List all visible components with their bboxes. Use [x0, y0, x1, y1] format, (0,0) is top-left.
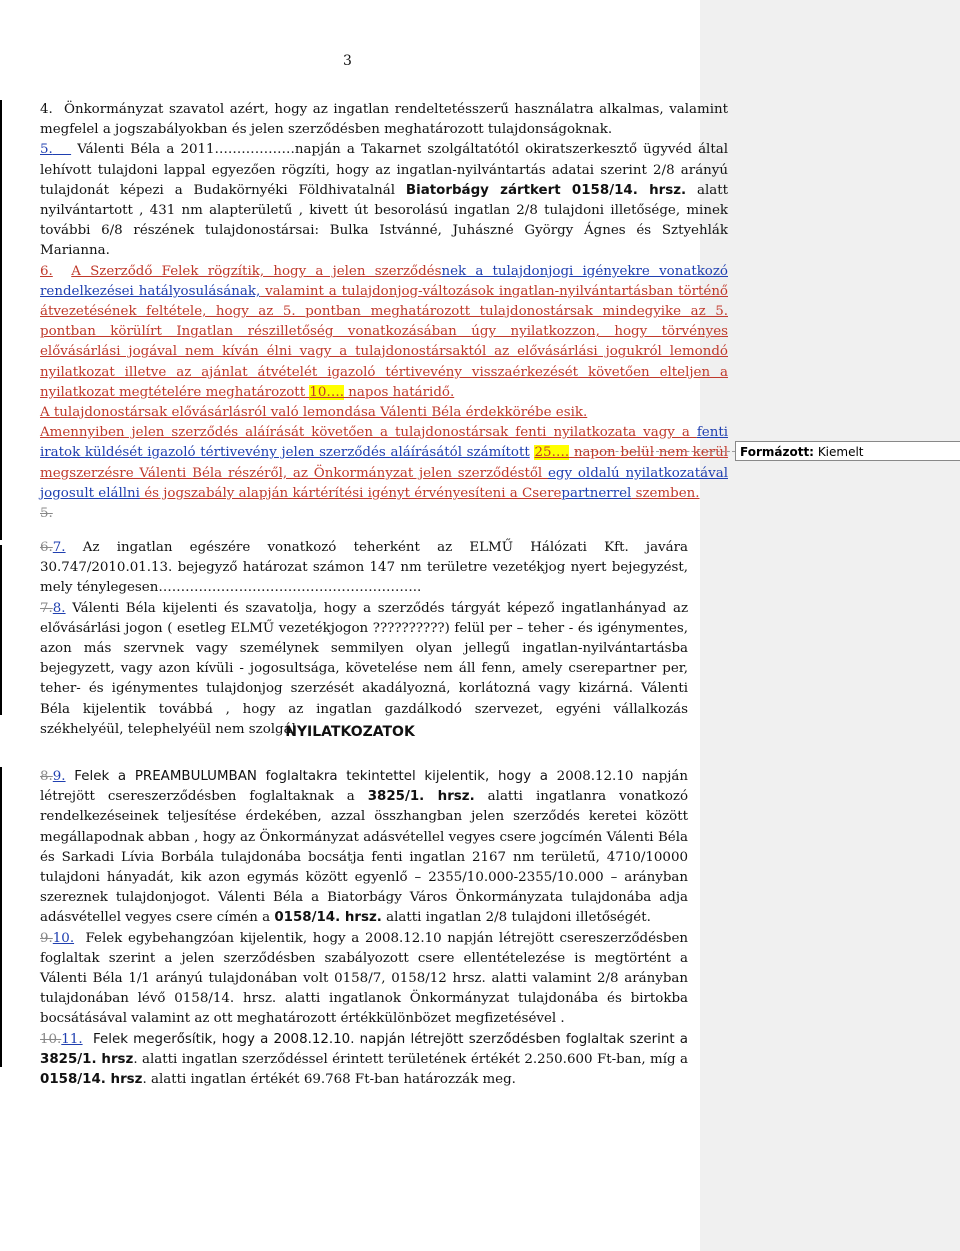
clause-text: alatt nyilvántartott , 431 nm alapterületű , kivett út besorolású ingatlan 2/8 tulajdoni illetősége, minek további 6/8 részének tulajdonostársai: Bulka Istvánné, Juhászné György Ágnes és Sztyehlák Marianna. [40, 182, 728, 259]
inserted-text: A Szerződő Felek rögzítik, hogy a jelen szerződés [71, 263, 442, 279]
highlighted-deadline: 25…. [534, 445, 570, 461]
deleted-number: 7. [40, 600, 53, 616]
property-ref: 3825/1. hrsz [40, 1051, 134, 1067]
clause-number: 4. [40, 102, 53, 117]
clauses-middle [40, 538, 688, 740]
clause-5 [40, 140, 728, 261]
inserted-text: nek a tulajdonjogi igényekre vonatkozó rendelkezései hatályosulásának, [40, 263, 728, 299]
inserted-text: valamint a tulajdonjog-változások ingatlan-nyilvántartásban történő átvezetésének feltétele, hogy az 5. pontban meghatározott tulajdonostársak mindegyike az 5. pontban körülírt Ingatlan részilletőség vonatkozásában úgy nyilatkozzon, hogy törvényes elővásárlási jogával nem kíván élni vagy a tulajdonostársaktól az elővásárlási jogukról lemondó nyilatkozat illetve az ajánlat átvételét igazoló tértivevény visszaérkezését követően elteljen a nyilatkozat megtételére meghatározott [40, 283, 728, 400]
deleted-number: 5. [40, 506, 53, 522]
inserted-text: napos határidő. [344, 384, 455, 400]
property-ref: 0158/14. hrsz [40, 1072, 143, 1088]
clause-number: 6. [40, 263, 53, 279]
clause-number: 8. [52, 600, 66, 616]
property-ref: Biatorbágy zártkert 0158/14. hrsz. [405, 182, 687, 198]
clause-4 [40, 100, 728, 140]
clause-7 [40, 538, 688, 599]
clause-text: Válenti Béla kijelenti és szavatolja, hogy a szerződés tárgyát képező ingatlanhányad az elővásárlási jogon ( esetleg ELMŰ vezetékjogon ??????????) felül per – teher - és igénymentes, azon más szervnek vagy személynek semmilyen olyan jellegű ingatlan-nyilvántartásba bejegyzett, vagy azon kívüli - jogosultsága, követelése nem áll fenn, amely cserepartner per, teher- és igénymentes tulajdonjog szerzését akadályozná, korlátozná vagy kizárná. Válenti Béla kijelentik továbbá , hogy az ingatlan gazdálkodó szervezet, egyéni vállalkozás székhelyéül, telephelyéül nem szolgál [40, 600, 688, 737]
deleted-number: 9. [40, 930, 53, 946]
clause-text: alatti ingatlanra vonatkozó rendelkezéseinek teljesítése érdekében, azzal összhangban jelen szerződés keretei között megállapodnak abban , hogy az Önkormányzat adásvétellel vegyes csere jogcímén Válenti Béla és Sarkadi Lívia Borbála tulajdonába bocsátja fenti ingatlan 2167 nm területű, 4710/10000 tulajdoni hányadát, kik azon egymás között egyenlő – 2355/10.000-2355/10.000 – arányban szereznek tulajdonjogot. Válenti Béla a Biatorbágy Város Önkormányzata tulajdonába adja adásvétellel vegyes csere címén a [40, 789, 688, 926]
clause-number: 7. [52, 540, 66, 555]
clause-number: 9. [52, 769, 66, 784]
clause-5-deleted [40, 504, 728, 524]
inserted-text: Amennyiben jelen szerződés aláírását követően a tulajdonostársak fenti nyilatkozata vagy a [40, 425, 697, 441]
inserted-text: fenti iratok küldését igazoló tértivevény jelen szerződés aláírásától számított [40, 425, 728, 461]
clause-9 [40, 767, 688, 929]
inserted-text: partnerrel [561, 485, 632, 501]
inserted-text: és jogszabály alapján kártérítési igényt érvényesíteni a Csere [139, 485, 562, 501]
property-ref: 0158/14. hrsz. [274, 910, 382, 926]
clause-text: Válenti Béla a 2011………………napján a Takarnet szolgáltatótól okiratszerkesztő ügyvéd által lehívott tulajdoni lappal egyezően rögzíti, hogy az ingatlan-nyilvántartás adatai szerint 2/8 arányú tulajdonát képezi a Budakörnyéki Földhivatalnál [40, 142, 728, 198]
clause-text: alatti ingatlan 2/8 tulajdoni illetőségét. [381, 910, 651, 926]
clause-number: 10. [52, 930, 75, 946]
deleted-number: 8. [40, 769, 53, 784]
change-bar [0, 545, 2, 715]
deleted-number: 10. [40, 1031, 62, 1047]
inserted-text: szemben. [631, 485, 700, 501]
clause-text: . alatti ingatlan szerződéssel érintett területének értékét 2.250.600 Ft-ban, míg a [133, 1051, 688, 1067]
change-bar [0, 767, 2, 1067]
clause-6-inserted [40, 262, 728, 504]
clause-11 [40, 1030, 688, 1091]
comment-margin [700, 0, 960, 1251]
clause-text: Az ingatlan egészére vonatkozó teherként az ELMŰ Hálózati Kft. javára 30.747/2010.01.13. bejegyző határozat számon 147 nm területre vezetékjog nyert bejegyzést, mely ténylegesen………………………………………………….. [40, 540, 688, 596]
clause-text: 2008.12.10 napján létrejött csereszerződésben foglaltaknak a [40, 769, 688, 805]
section-heading: NYILATKOZATOK [285, 724, 415, 740]
comment-value: Kiemelt [817, 445, 864, 459]
inserted-text: napon belül nem kerül megszerzésre Válenti Béla részéről, az Önkormányzat jelen szerződéstől [40, 445, 729, 481]
page-number: 3 [343, 53, 352, 69]
format-comment-balloon[interactable] [735, 441, 960, 461]
clauses-upper [40, 100, 728, 524]
change-bar [0, 100, 2, 540]
clause-text: Felek megerősítik, hogy a 2008.12.10. napján létrejött szerződésben foglaltak szerint a [93, 1031, 688, 1047]
clause-10 [40, 929, 688, 1030]
inserted-text: A tulajdonostársak elővásárlásról való lemondása Válenti Béla érdekkörébe esik. [40, 405, 588, 421]
clause-text: Felek egybehangzóan kijelentik, hogy a 2008.12.10 napján létrejött csereszerződésben foglaltak szerint a jelen szerződésben szabályozott csere ellentételezése is megtörtént a Válenti Béla 1/1 arányú tulajdonában volt 0158/7, 0158/12 hrsz. alatti valamint 2/8 arányban tulajdonában lévő 0158/14. hrsz. alatti ingatlanok Önkormányzat tulajdonába és birtokba bocsátásával valamint az ott meghatározott értékkülönbözet megfizetésével . [40, 930, 688, 1027]
clause-number: 5. [40, 142, 53, 158]
clauses-lower [40, 767, 688, 1090]
clause-text: . alatti ingatlan értékét 69.768 Ft-ban határozzák meg. [142, 1072, 516, 1088]
clause-number: 11. [61, 1031, 83, 1047]
property-ref: 3825/1. hrsz. [367, 789, 475, 805]
deleted-number: 6. [40, 540, 53, 555]
clause-8 [40, 599, 688, 740]
highlighted-deadline: 10…. [309, 384, 345, 400]
inserted-text: egy oldalú nyilatkozatával jogosult elállni [40, 465, 728, 501]
clause-text: Önkormányzat szavatol azért, hogy az ingatlan rendeltetésszerű használatra alkalmas, valamint megfelel a jogszabályokban és jelen szerződésben meghatározott tulajdonságoknak. [40, 102, 729, 138]
comment-label: Formázott: [740, 445, 814, 459]
clause-text: Felek a PREAMBULUMBAN foglaltakra tekintettel kijelentik, hogy a [74, 769, 557, 784]
